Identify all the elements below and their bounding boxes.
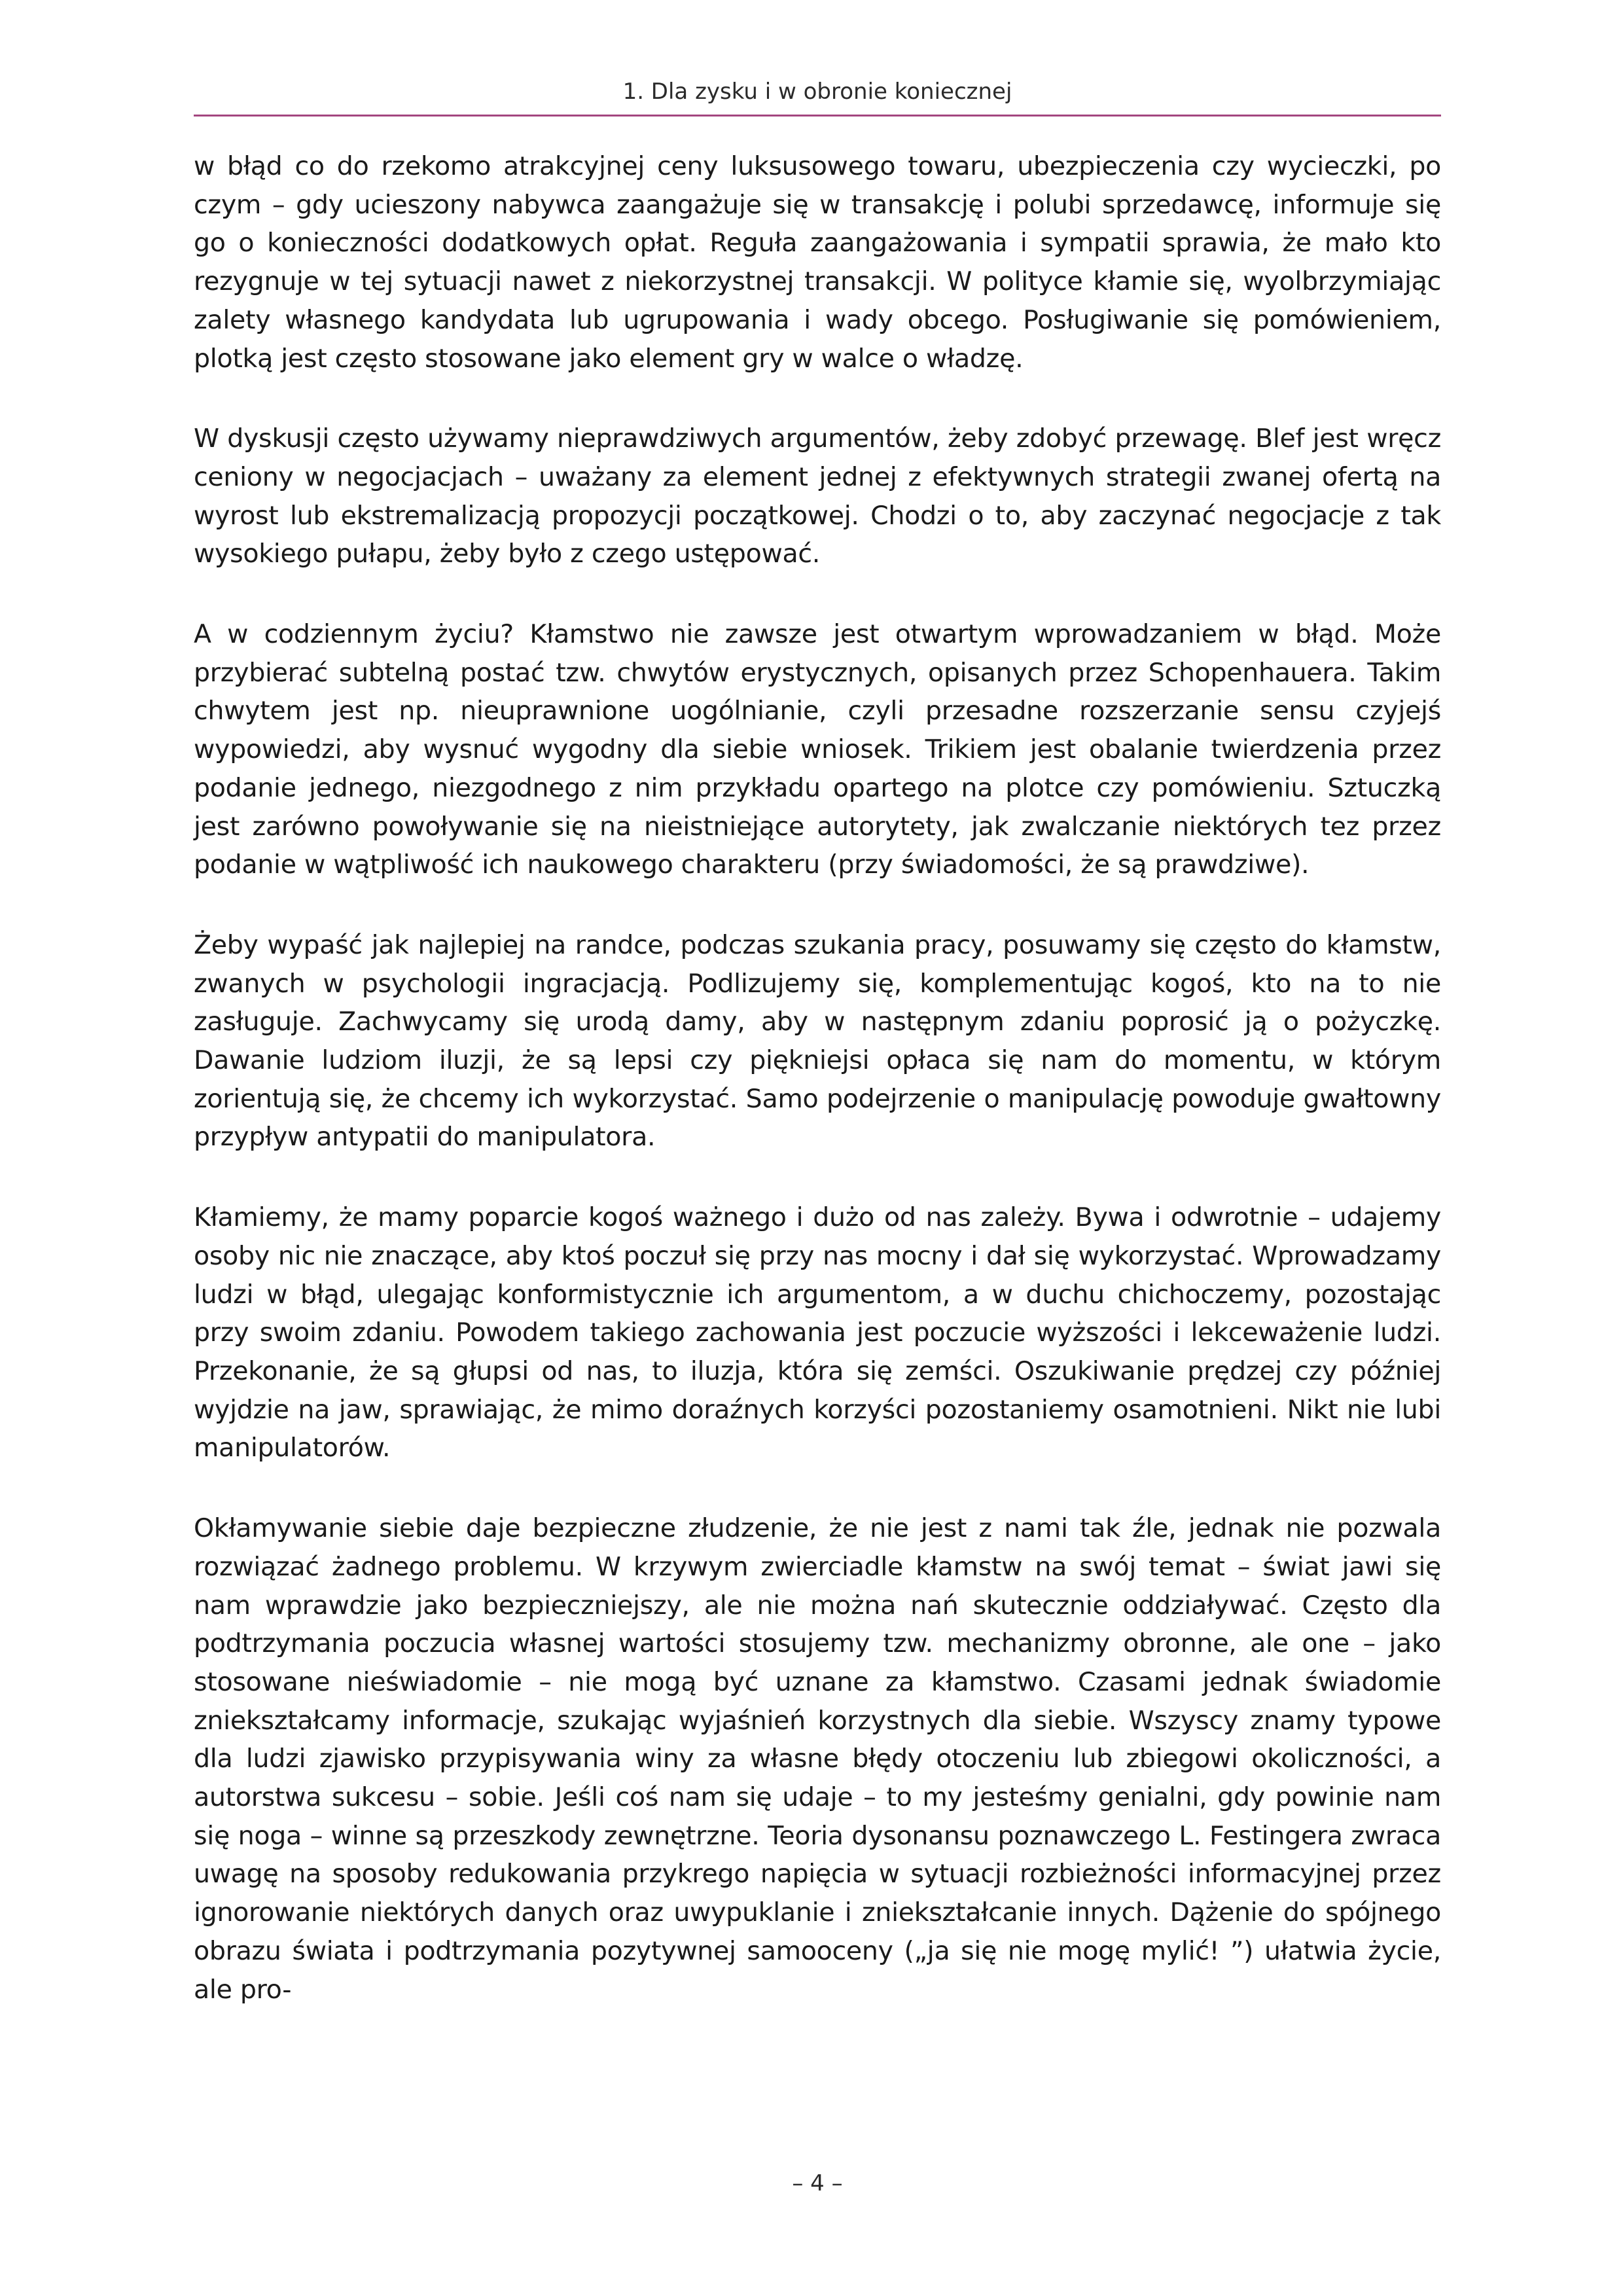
paragraph-3: A w codziennym życiu? Kłamstwo nie zawsze jest otwartym wprowadzaniem w błąd. Może przybierać subtelną postać tzw. chwytów erystycznych, opisanych przez Schopenhauera. Takim chwytem jest np. nieuprawnione uogólnianie, czyli przesadne rozszerzanie sensu czyjejś wypowiedzi, aby wysnuć wygodny dla siebie wniosek. Trikiem jest obalanie twierdzenia przez podanie jednego, niezgodnego z nim przykładu opartego na plotce czy pomówieniu. Sztuczką jest zarówno powoływanie się na nieistniejące autorytety, jak zwalczanie niektórych tez przez podanie w wątpliwość ich naukowego charakteru (przy świadomości, że są prawdziwe). [194,619,1441,880]
paragraph-2: W dyskusji często używamy nieprawdziwych argumentów, żeby zdobyć przewagę. Blef jest wręcz ceniony w negocjacjach – uważany za element jednej z efektywnych strategii zwanej ofertą na wyrost lub ekstremalizacją propozycji początkowej. Chodzi o to, aby zaczynać negocjacje z tak wysokiego pułapu, żeby było z czego ustępować. [194,423,1441,569]
body-text [194,147,1441,2051]
paragraph-5: Kłamiemy, że mamy poparcie kogoś ważnego i dużo od nas zależy. Bywa i odwrotnie – udajemy osoby nic nie znaczące, aby ktoś poczuł się przy nas mocny i dał się wykorzystać. Wprowadzamy ludzi w błąd, ulegając konformistycznie ich argumentom, a w duchu chichoczemy, pozostając przy swoim zdaniu. Powodem takiego zachowania jest poczucie wyższości i lekceważenie ludzi. Przekonanie, że są głupsi od nas, to iluzja, która się zemści. Oszukiwanie prędzej czy później wyjdzie na jaw, sprawiając, że mimo doraźnych korzyści pozostaniemy osamotnieni. Nikt nie lubi manipulatorów. [194,1202,1441,1463]
paragraph-1: w błąd co do rzekomo atrakcyjnej ceny luksusowego towaru, ubezpieczenia czy wycieczki, po czym – gdy ucieszony nabywca zaangażuje się w transakcję i polubi sprzedawcę, informuje się go o konieczności dodatkowych opłat. Reguła zaangażowania i sympatii sprawia, że mało kto rezygnuje w tej sytuacji nawet z niekorzystnej transakcji. W polityce kłamie się, wyolbrzymiając zalety własnego kandydata lub ugrupowania i wady obcego. Posługiwanie się pomówieniem, plotką jest często stosowane jako element gry w walce o władzę. [194,151,1441,374]
running-header: 1. Dla zysku i w obronie koniecznej [622,79,1012,105]
page-number: – 4 – [792,2170,843,2197]
header-rule [194,115,1441,117]
paragraph-4: Żeby wypaść jak najlepiej na randce, podczas szukania pracy, posuwamy się często do kłamstw, zwanych w psychologii ingracjacją. Podlizujemy się, komplementując kogoś, kto na to nie zasługuje. Zachwycamy się urodą damy, aby w następnym zdaniu poprosić ją o pożyczkę. Dawanie ludziom iluzji, że są lepsi czy piękniejsi opłaca się nam do momentu, w którym zorientują się, że chcemy ich wykorzystać. Samo podejrzenie o manipulację powoduje gwałtowny przypływ antypatii do manipulatora. [194,929,1441,1153]
paragraph-6: Okłamywanie siebie daje bezpieczne złudzenie, że nie jest z nami tak źle, jednak nie pozwala rozwiązać żadnego problemu. W krzywym zwierciadle kłamstw na swój temat – świat jawi się nam wprawdzie jako bezpieczniejszy, ale nie można nań skutecznie oddziaływać. Często dla podtrzymania poczucia własnej wartości stosujemy tzw. mechanizmy obronne, ale one – jako stosowane nieświadomie – nie mogą być uznane za kłamstwo. Czasami jednak świadomie zniekształcamy informacje, szukając wyjaśnień korzystnych dla siebie. Wszyscy znamy typowe dla ludzi zjawisko przypisywania winy za własne błędy otoczeniu lub zbiegowi okoliczności, a autorstwa sukcesu – sobie. Jeśli coś nam się udaje – to my jesteśmy genialni, gdy powinie nam się noga – winne są przeszkody zewnętrzne. Teoria dysonansu poznawczego L. Festingera zwraca uwagę na sposoby redukowania przykrego napięcia w sytuacji rozbieżności informacyjnej przez ignorowanie niektórych danych oraz uwypuklanie i zniekształcanie innych. Dążenie do spójnego obrazu świata i podtrzymania pozytywnej samooceny („ja się nie mogę mylić! ”) ułatwia życie, ale pro- [194,1513,1441,2005]
